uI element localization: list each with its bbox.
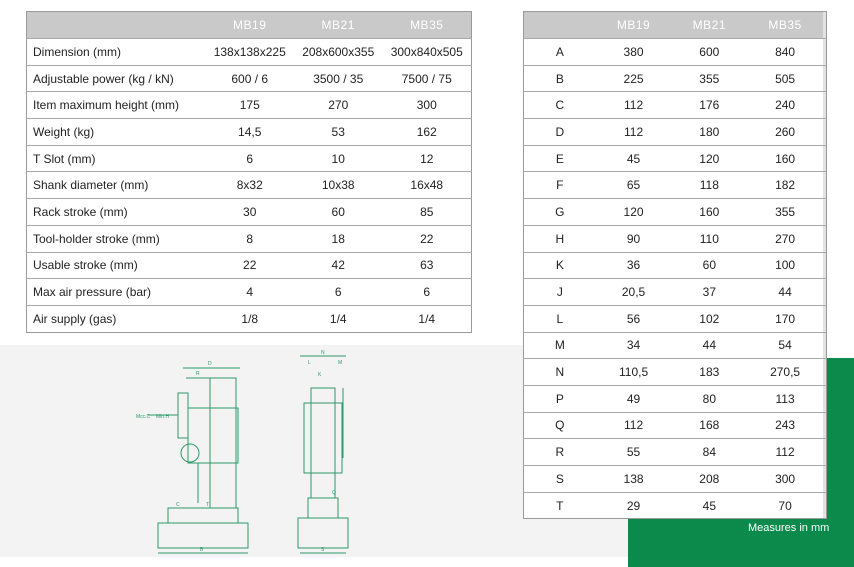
dims-edge-cell	[823, 225, 827, 252]
side-table	[308, 498, 338, 518]
specs-row-label: Item maximum height (mm)	[27, 92, 206, 119]
specs-header-mb19: MB19	[205, 12, 294, 39]
dims-edge-cell	[823, 199, 827, 226]
front-label-d: D	[208, 361, 212, 367]
front-label-minh: Min.H	[156, 414, 170, 420]
dims-row	[524, 279, 827, 306]
dims-cell: 110,5	[596, 359, 672, 386]
dims-row-label: R	[524, 439, 596, 466]
specs-row-label: T Slot (mm)	[27, 145, 206, 172]
dims-row-label: L	[524, 305, 596, 332]
dims-cell: 112	[596, 412, 672, 439]
specs-cell: 85	[382, 199, 471, 226]
dims-cell: 355	[747, 199, 823, 226]
dims-cell: 36	[596, 252, 672, 279]
dims-cell: 54	[747, 332, 823, 359]
front-label-t: T	[206, 502, 210, 508]
dims-cell: 270,5	[747, 359, 823, 386]
dims-row-label: J	[524, 279, 596, 306]
front-label-c: C	[176, 502, 180, 508]
specs-header-mb21: MB21	[294, 12, 383, 39]
dims-row	[524, 492, 827, 519]
dims-header-row	[524, 12, 827, 39]
specs-cell: 53	[294, 119, 383, 146]
dims-row	[524, 332, 827, 359]
specs-row	[27, 92, 472, 119]
front-column	[210, 378, 236, 508]
dims-cell: 118	[671, 172, 747, 199]
specs-cell: 42	[294, 252, 383, 279]
front-cylinder	[178, 393, 188, 438]
front-base-plate	[158, 523, 248, 548]
dims-cell: 55	[596, 439, 672, 466]
specs-cell: 8	[205, 225, 294, 252]
specs-cell: 16x48	[382, 172, 471, 199]
dims-cell: 182	[747, 172, 823, 199]
specs-row-label: Air supply (gas)	[27, 305, 206, 332]
specs-cell: 300x840x505	[382, 39, 471, 66]
front-label-r: R	[196, 371, 200, 377]
specs-cell: 7500 / 75	[382, 65, 471, 92]
dims-row-label: P	[524, 385, 596, 412]
specs-cell: 22	[205, 252, 294, 279]
front-table	[168, 508, 238, 523]
specs-row	[27, 225, 472, 252]
dims-edge-cell	[823, 492, 827, 519]
dims-row	[524, 65, 827, 92]
dims-row	[524, 305, 827, 332]
dims-row-label: G	[524, 199, 596, 226]
dims-cell: 240	[747, 92, 823, 119]
specs-cell: 1/8	[205, 305, 294, 332]
dims-cell: 112	[596, 119, 672, 146]
specs-cell: 6	[205, 145, 294, 172]
dims-edge-cell	[823, 332, 827, 359]
specs-cell: 1/4	[382, 305, 471, 332]
side-label-q: Q	[332, 490, 336, 496]
specs-row	[27, 305, 472, 332]
specs-cell: 18	[294, 225, 383, 252]
side-head	[304, 403, 342, 473]
dims-row-label: S	[524, 466, 596, 493]
dims-cell: 112	[596, 92, 672, 119]
dims-cell: 90	[596, 225, 672, 252]
dims-cell: 100	[747, 252, 823, 279]
specs-row-label: Max air pressure (bar)	[27, 279, 206, 306]
dims-cell: 355	[671, 65, 747, 92]
dims-row	[524, 39, 827, 66]
side-label-n: N	[321, 350, 325, 356]
specs-cell: 3500 / 35	[294, 65, 383, 92]
specs-row-label: Adjustable power (kg / kN)	[27, 65, 206, 92]
dims-cell: 60	[671, 252, 747, 279]
dims-cell: 180	[671, 119, 747, 146]
side-base	[298, 518, 348, 548]
dims-row	[524, 466, 827, 493]
dims-row-label: N	[524, 359, 596, 386]
dims-row-label: K	[524, 252, 596, 279]
specs-cell: 22	[382, 225, 471, 252]
dims-row	[524, 119, 827, 146]
side-label-l: L	[308, 360, 311, 366]
specs-row	[27, 65, 472, 92]
specs-row-label: Shank diameter (mm)	[27, 172, 206, 199]
dims-edge-cell	[823, 145, 827, 172]
dims-header-mb35: MB35	[747, 12, 823, 39]
dimensions-table	[523, 11, 827, 519]
specs-cell: 30	[205, 199, 294, 226]
dims-cell: 260	[747, 119, 823, 146]
dims-row	[524, 92, 827, 119]
side-label-m: M	[338, 360, 343, 366]
dims-cell: 102	[671, 305, 747, 332]
dims-row-label: C	[524, 92, 596, 119]
specs-cell: 208x600x355	[294, 39, 383, 66]
front-head	[188, 408, 238, 463]
dims-edge-cell	[823, 172, 827, 199]
dims-cell: 600	[671, 39, 747, 66]
dims-cell: 112	[747, 439, 823, 466]
dims-cell: 49	[596, 385, 672, 412]
dims-row-label: T	[524, 492, 596, 519]
dims-edge-cell	[823, 65, 827, 92]
dims-row	[524, 252, 827, 279]
dims-cell: 65	[596, 172, 672, 199]
specs-cell: 600 / 6	[205, 65, 294, 92]
dims-row-label: E	[524, 145, 596, 172]
specs-row	[27, 145, 472, 172]
specs-row-label: Usable stroke (mm)	[27, 252, 206, 279]
dims-cell: 170	[747, 305, 823, 332]
dims-cell: 44	[747, 279, 823, 306]
dims-cell: 56	[596, 305, 672, 332]
specs-row	[27, 172, 472, 199]
dims-row-label: F	[524, 172, 596, 199]
specs-row	[27, 119, 472, 146]
dims-cell: 70	[747, 492, 823, 519]
dims-row	[524, 172, 827, 199]
front-handwheel	[181, 444, 199, 462]
dims-edge-cell	[823, 359, 827, 386]
dims-row	[524, 199, 827, 226]
specs-cell: 300	[382, 92, 471, 119]
dims-edge-cell	[823, 119, 827, 146]
specs-cell: 12	[382, 145, 471, 172]
specs-row	[27, 199, 472, 226]
specs-row-label: Weight (kg)	[27, 119, 206, 146]
specs-cell: 6	[382, 279, 471, 306]
dims-cell: 270	[747, 225, 823, 252]
specs-row-label: Dimension (mm)	[27, 39, 206, 66]
specs-cell: 138x138x225	[205, 39, 294, 66]
dims-edge-cell	[823, 385, 827, 412]
side-label-k: K	[318, 372, 322, 378]
front-label-mccc: Mcc.C	[136, 414, 151, 420]
dims-edge-cell	[823, 466, 827, 493]
dims-cell: 225	[596, 65, 672, 92]
dims-cell: 44	[671, 332, 747, 359]
dims-row	[524, 385, 827, 412]
dims-edge-cell	[823, 279, 827, 306]
specs-row-label: Rack stroke (mm)	[27, 199, 206, 226]
dims-cell: 840	[747, 39, 823, 66]
dims-row	[524, 225, 827, 252]
dims-edge-cell	[823, 439, 827, 466]
dims-row	[524, 145, 827, 172]
dims-row-label: A	[524, 39, 596, 66]
dims-cell: 176	[671, 92, 747, 119]
dims-cell: 45	[671, 492, 747, 519]
specs-row	[27, 252, 472, 279]
dims-row-label: B	[524, 65, 596, 92]
dims-header-blank	[524, 12, 596, 39]
specs-row-label: Tool-holder stroke (mm)	[27, 225, 206, 252]
specs-cell: 162	[382, 119, 471, 146]
dims-edge-cell	[823, 412, 827, 439]
dims-row-label: M	[524, 332, 596, 359]
dims-cell: 110	[671, 225, 747, 252]
specs-header-blank	[27, 12, 206, 39]
dims-cell: 138	[596, 466, 672, 493]
side-column	[311, 388, 335, 498]
dims-cell: 120	[596, 199, 672, 226]
dims-row-label: Q	[524, 412, 596, 439]
dims-cell: 20,5	[596, 279, 672, 306]
dims-header-edge	[823, 12, 827, 39]
specs-table	[26, 11, 472, 333]
dims-row-label: H	[524, 225, 596, 252]
dims-cell: 37	[671, 279, 747, 306]
dims-cell: 160	[747, 145, 823, 172]
dims-edge-cell	[823, 252, 827, 279]
specs-row	[27, 39, 472, 66]
dims-row-label: D	[524, 119, 596, 146]
dims-cell: 29	[596, 492, 672, 519]
dims-cell: 183	[671, 359, 747, 386]
specs-cell: 14,5	[205, 119, 294, 146]
dims-cell: 505	[747, 65, 823, 92]
dims-cell: 243	[747, 412, 823, 439]
dims-cell: 80	[671, 385, 747, 412]
press-technical-drawing	[128, 348, 368, 556]
specs-cell: 10	[294, 145, 383, 172]
dims-row	[524, 359, 827, 386]
specs-cell: 6	[294, 279, 383, 306]
specs-header-row	[27, 12, 472, 39]
specs-cell: 1/4	[294, 305, 383, 332]
front-label-b: B	[200, 547, 204, 553]
specs-cell: 4	[205, 279, 294, 306]
dims-row	[524, 439, 827, 466]
dims-edge-cell	[823, 39, 827, 66]
dims-edge-cell	[823, 305, 827, 332]
dims-row	[524, 412, 827, 439]
dims-cell: 380	[596, 39, 672, 66]
measures-note: Measures in mm	[748, 522, 830, 534]
dims-edge-cell	[823, 92, 827, 119]
specs-cell: 63	[382, 252, 471, 279]
side-label-s: S	[321, 547, 325, 553]
dims-cell: 84	[671, 439, 747, 466]
dims-cell: 300	[747, 466, 823, 493]
dims-cell: 160	[671, 199, 747, 226]
specs-cell: 175	[205, 92, 294, 119]
dims-cell: 168	[671, 412, 747, 439]
specs-cell: 270	[294, 92, 383, 119]
specs-header-mb35: MB35	[382, 12, 471, 39]
specs-row	[27, 279, 472, 306]
dims-cell: 45	[596, 145, 672, 172]
dims-cell: 113	[747, 385, 823, 412]
dims-header-mb21: MB21	[671, 12, 747, 39]
dims-cell: 120	[671, 145, 747, 172]
dims-cell: 34	[596, 332, 672, 359]
dims-cell: 208	[671, 466, 747, 493]
dims-header-mb19: MB19	[596, 12, 672, 39]
specs-cell: 10x38	[294, 172, 383, 199]
specs-cell: 8x32	[205, 172, 294, 199]
specs-cell: 60	[294, 199, 383, 226]
